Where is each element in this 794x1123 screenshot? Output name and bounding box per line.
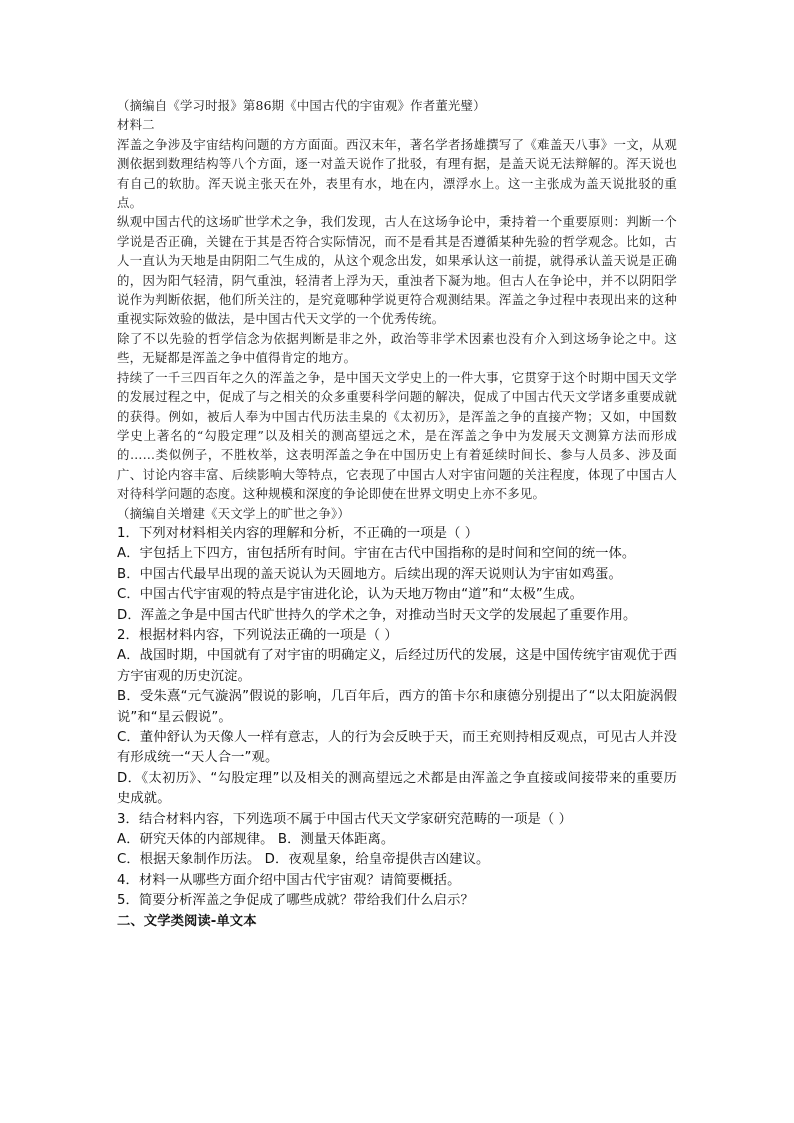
question-2-option-b: B．受朱熹“元气漩涡”假说的影响，几百年后，西方的笛卡尔和康德分别提出了“以太阳旋涡假说”和“星云假说”。 [117,689,677,725]
material-two-paragraph: 除了不以先验的哲学信念为依据判断是非之外，政治等非学术因素也没有介入到这场争论之中。这些，无疑都是浑盖之争中值得肯定的地方。 [117,330,677,366]
question-1: 1．下列对材料相关内容的理解和分析，不正确的一项是（ ） [117,525,479,541]
question-list [117,524,677,932]
question-5: 5．简要分析浑盖之争促成了哪些成就？带给我们什么启示？ [117,893,474,909]
question-2-option-c: C．董仲舒认为天像人一样有意志，人的行为会反映于天，而王充则持相反观点，可见古人并没有形成统一“天人合一”观。 [117,730,677,766]
document-page [117,96,677,932]
question-1-option-b: B．中国古代最早出现的盖天说认为天圆地方。后续出现的浑天说则认为宇宙如鸡蛋。 [117,566,622,582]
material-two-paragraph: 浑盖之争涉及宇宙结构问题的方方面面。西汉末年，著名学者扬雄撰写了《难盖天八事》一文，从观测依据到数理结构等八个方面，逐一对盖天说作了批驳，有理有据，是盖天说无法辩解的。浑天说也有自己的软肋。浑天说主张天在外，表里有水，地在内，漂浮水上。这一主张成为盖天说批驳的重点。 [117,136,677,211]
question-3-options-cd: C．根据天象制作历法。 D．夜观星象，给皇帝提供吉凶建议。 [117,852,490,868]
question-2: 2．根据材料内容，下列说法正确的一项是（ ） [117,627,398,643]
material-two-paragraph: 纵观中国古代的这场旷世学术之争，我们发现，古人在这场争论中，秉持着一个重要原则：判断一个学说是否正确，关键在于其是否符合实际情况，而不是看其是否遵循某种先验的哲学观念。比如，古人一直认为天地是由阴阳二气生成的，从这个观念出发，如果承认这一前提，就得承认盖天说是正确的，因为阳气轻清，阴气重浊，轻清者上浮为天，重浊者下凝为地。但古人在争论中，并不以阴阳学说作为判断依据，他们所关注的，是究竟哪种学说更符合观测结果。浑盖之争过程中表现出来的这种重视实际效验的做法，是中国古代天文学的一个优秀传统。 [117,214,677,327]
section-heading: 二、文学类阅读-单文本 [117,913,257,929]
question-1-option-a: A．宇包括上下四方，宙包括所有时间。宇宙在古代中国指称的是时间和空间的统一体。 [117,546,636,562]
material-two-title: 材料二 [117,117,155,133]
material-two-source: （摘编自关增建《天文学上的旷世之争》） [117,505,351,521]
question-2-option-a: A．战国时期，中国就有了对宇宙的明确定义，后经过历代的发展，这是中国传统宇宙观优于西方宇宙观的历史沉淀。 [117,648,677,684]
material-one-source: （摘编自《学习时报》第86期《中国古代的宇宙观》作者董光璧） [117,98,486,113]
question-3-options-ab: A．研究天体的内部规律。 B．测量天体距离。 [117,832,395,848]
question-4: 4．材料一从哪些方面介绍中国古代宇宙观？请简要概括。 [117,872,461,888]
question-1-option-c: C．中国古代宇宙观的特点是宇宙进化论，认为天地万物由“道”和“太极”生成。 [117,587,584,603]
material-two-paragraph: 持续了一千三四百年之久的浑盖之争，是中国天文学史上的一件大事，它贯穿于这个时期中国天文学的发展过程之中，促成了与之相关的众多重要科学问题的解决，促成了中国古代天文学诸多重要成就的获得。例如，被后人奉为中国古代历法圭臬的《太初历》，是浑盖之争的直接产物；又如，中国数学史上著名的“勾股定理”以及相关的测高望远之术，是在浑盖之争中为发展天文测算方法而形成的……类似例子，不胜枚举，这表明浑盖之争在中国历史上有着延续时间长、参与人员多、涉及面广、讨论内容丰富、后续影响大等特点，它表现了中国古人对宇宙问题的关注程度，体现了中国古人对待科学问题的态度。这种规模和深度的争论即使在世界文明史上亦不多见。 [117,369,677,502]
question-2-option-d: D．《太初历》、“勾股定理”以及相关的测高望远之术都是由浑盖之争直接或间接带来的重要历史成就。 [117,770,677,807]
question-3: 3．结合材料内容，下列选项不属于中国古代天文学家研究范畴的一项是（ ） [117,811,572,827]
question-1-option-d: D．浑盖之争是中国古代旷世持久的学术之争，对推动当时天文学的发展起了重要作用。 [117,607,637,623]
